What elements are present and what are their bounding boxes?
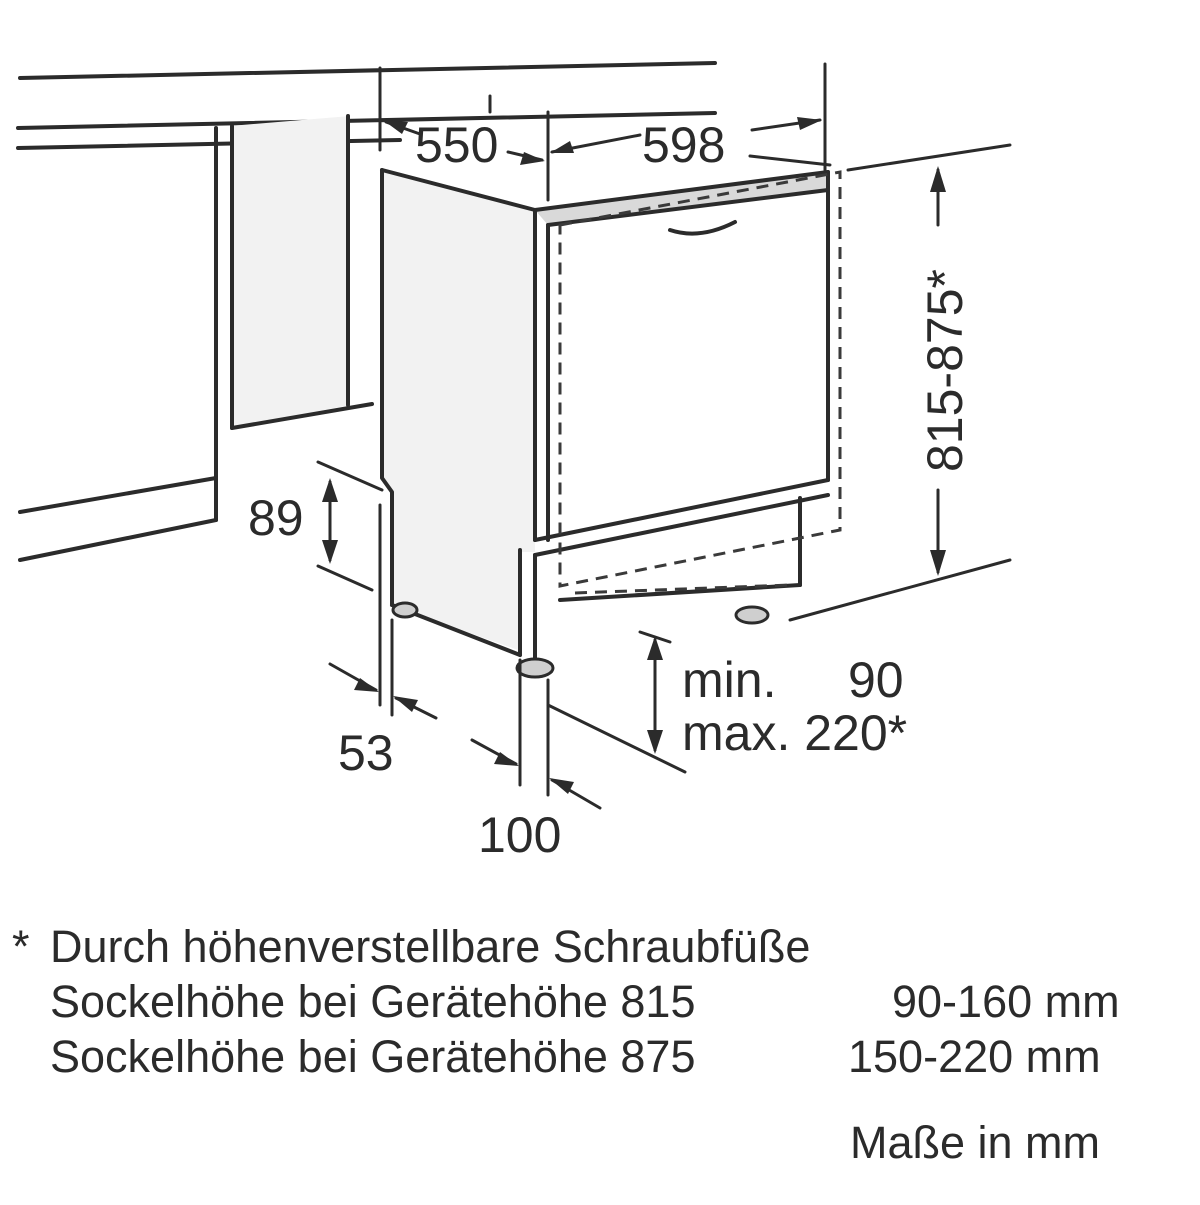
dimension-89 — [322, 478, 338, 564]
recess-height-label: 89 — [248, 490, 304, 546]
depth-label: 550 — [415, 117, 499, 173]
units-note: Maße in mm — [850, 1117, 1101, 1168]
footnote-line-3-label: Sockelhöhe bei Gerätehöhe 875 — [50, 1031, 696, 1082]
dimension-plinth — [647, 636, 663, 754]
width-label: 598 — [642, 117, 726, 173]
plinth-offset-label: 100 — [478, 807, 562, 863]
height-label: 815-875* — [917, 269, 973, 472]
adjacent-cabinet — [20, 116, 372, 560]
dimension-100 — [472, 740, 600, 808]
recess-depth-label: 53 — [338, 725, 394, 781]
footnote-asterisk: * — [12, 921, 30, 972]
plinth-max-label: max. 220* — [682, 705, 908, 761]
countertop — [18, 63, 715, 148]
plinth-min-value: 90 — [848, 652, 904, 708]
plinth-min-label: min. — [682, 652, 777, 708]
appliance-side — [382, 170, 535, 655]
footnote-line-2-label: Sockelhöhe bei Gerätehöhe 815 — [50, 976, 696, 1027]
footnote-line-1: Durch höhenverstellbare Schraubfüße — [50, 921, 811, 972]
footnote-line-2-value: 90-160 mm — [892, 976, 1120, 1027]
dimension-53 — [330, 664, 436, 718]
appliance-front — [520, 172, 840, 660]
footnote-line-3-value: 150-220 mm — [848, 1031, 1101, 1082]
